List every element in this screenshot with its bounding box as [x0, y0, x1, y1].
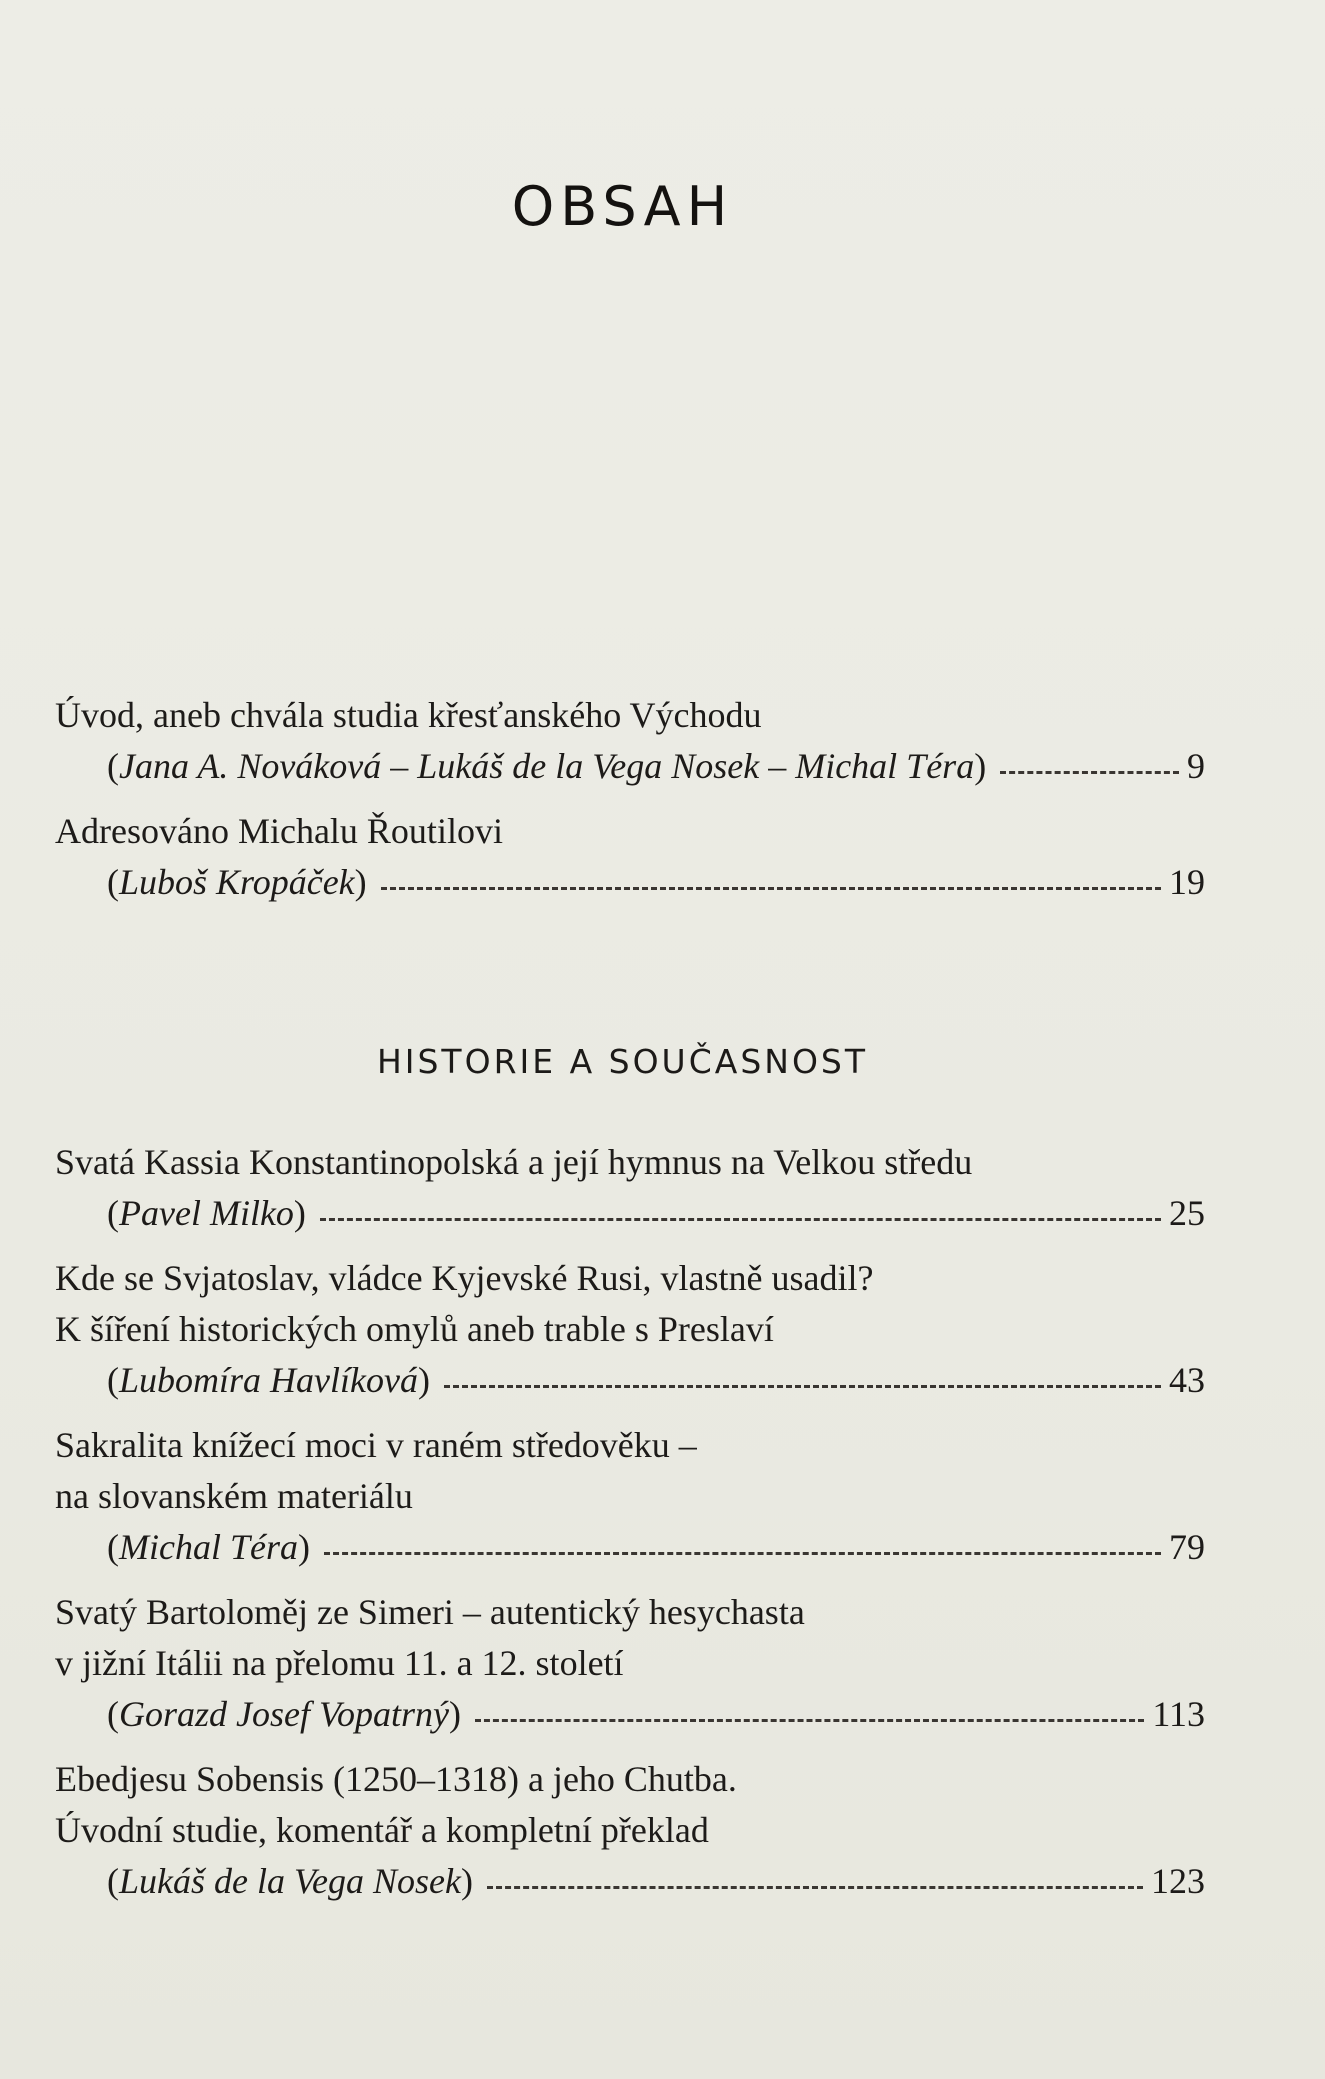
entry-title: Úvodní studie, komentář a kompletní překlad — [55, 1810, 709, 1850]
entry-author-line: ( Jana A. Nováková – Lukáš de la Vega Nosek – Michal Téra ) 9 — [55, 741, 1205, 792]
dot-leader — [320, 1218, 1161, 1221]
toc-entry — [55, 806, 1205, 908]
entry-author: Gorazd Josef Vopatrný — [119, 1694, 449, 1734]
entry-page-number: 123 — [1151, 1861, 1205, 1901]
entry-author-line: ( Luboš Kropáček ) 19 — [55, 857, 1205, 908]
toc-entry — [55, 1587, 1205, 1740]
entry-author-line: ( Gorazd Josef Vopatrný ) 113 — [55, 1689, 1205, 1740]
dot-leader — [324, 1552, 1161, 1555]
entry-title: Kde se Svjatoslav, vládce Kyjevské Rusi, vlastně usadil? — [55, 1258, 874, 1298]
entry-author: Lukáš de la Vega Nosek — [119, 1861, 461, 1901]
entry-title: na slovanském materiálu — [55, 1476, 413, 1516]
entry-title: Svatý Bartoloměj ze Simeri – autentický hesychasta — [55, 1592, 805, 1632]
entry-title: Sakralita knížecí moci v raném středověku – — [55, 1425, 697, 1465]
entry-author: Pavel Milko — [119, 1193, 294, 1233]
dot-leader — [1000, 771, 1179, 774]
page-title: OBSAH — [511, 175, 734, 238]
dot-leader — [475, 1719, 1144, 1722]
entry-title: Úvod, aneb chvála studia křesťanského Východu — [55, 695, 762, 735]
toc-entry — [55, 1137, 1205, 1239]
entry-page-number: 25 — [1169, 1193, 1205, 1233]
entry-page-number: 79 — [1169, 1527, 1205, 1567]
entry-author: Lubomíra Havlíková — [119, 1360, 418, 1400]
entry-author-line: ( Lukáš de la Vega Nosek ) 123 — [55, 1856, 1205, 1907]
toc-entry — [55, 1253, 1205, 1406]
entry-page-number: 9 — [1187, 746, 1205, 786]
entry-author: Michal Téra — [119, 1527, 298, 1567]
entry-author-line: ( Pavel Milko ) 25 — [55, 1188, 1205, 1239]
entry-title: v jižní Itálii na přelomu 11. a 12. století — [55, 1643, 624, 1683]
toc-entry — [55, 690, 1205, 792]
entry-author-line: ( Lubomíra Havlíková ) 43 — [55, 1355, 1205, 1406]
entry-page-number: 19 — [1169, 862, 1205, 902]
section-entries — [55, 1137, 1205, 1921]
intro-entries — [55, 690, 1205, 922]
entry-author: Jana A. Nováková – Lukáš de la Vega Nosek – Michal Téra — [119, 746, 975, 786]
entry-title: Adresováno Michalu Řoutilovi — [55, 811, 503, 851]
entry-page-number: 43 — [1169, 1360, 1205, 1400]
entry-author: Luboš Kropáček — [119, 862, 355, 902]
dot-leader — [487, 1886, 1143, 1889]
entry-author-line: ( Michal Téra ) 79 — [55, 1522, 1205, 1573]
toc-entry — [55, 1754, 1205, 1907]
dot-leader — [381, 887, 1161, 890]
entry-title: K šíření historických omylů aneb trable s Preslaví — [55, 1309, 774, 1349]
entry-title: Ebedjesu Sobensis (1250–1318) a jeho Chutba. — [55, 1759, 737, 1799]
entry-page-number: 113 — [1152, 1694, 1205, 1734]
entry-title: Svatá Kassia Konstantinopolská a její hymnus na Velkou středu — [55, 1142, 973, 1182]
toc-entry — [55, 1420, 1205, 1573]
dot-leader — [444, 1385, 1161, 1388]
section-heading: HISTORIE A SOUČASNOST — [376, 1042, 869, 1081]
